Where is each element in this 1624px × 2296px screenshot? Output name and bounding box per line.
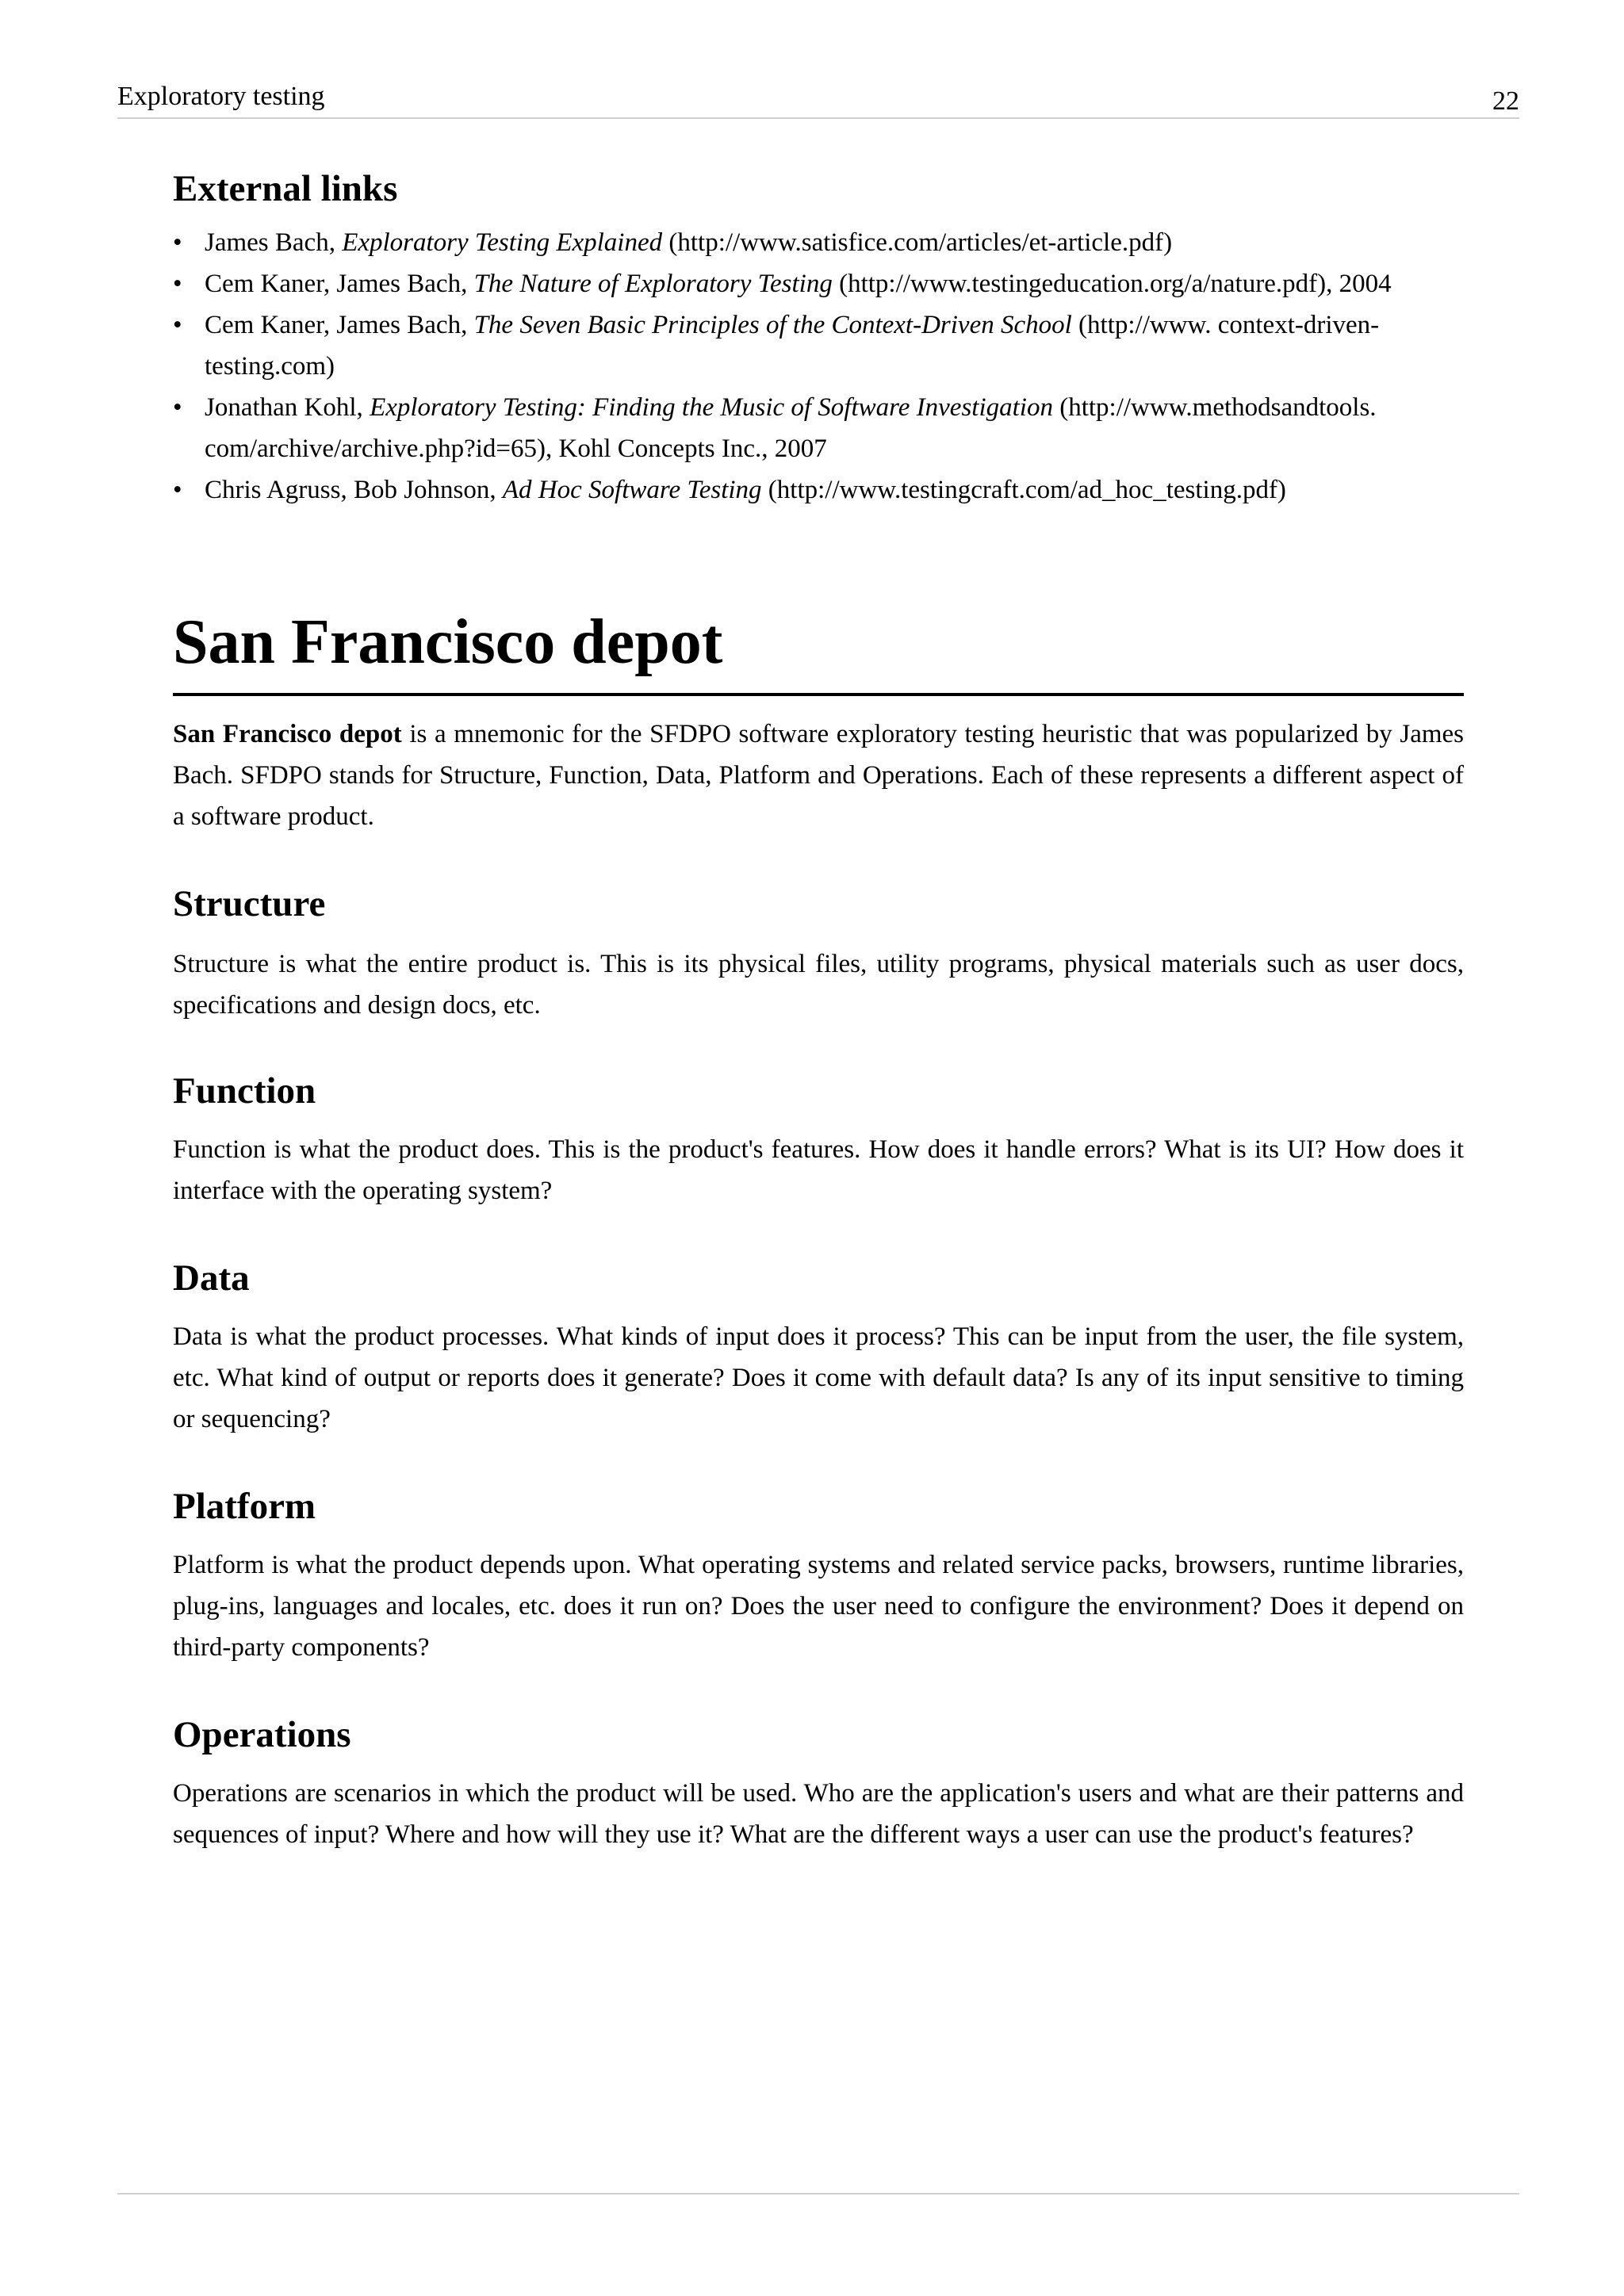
function-text: Function is what the product does. This is the product's features. How does it handle errors? What is its UI? How does it interface with the operating system? — [173, 1135, 1464, 1205]
link-title: Ad Hoc Software Testing — [502, 476, 762, 504]
link-url[interactable]: (http://www.methodsandtools. com/archive/archive.php?id=65), Kohl Concepts Inc., 2007 — [205, 393, 1377, 463]
operations-text: Operations are scenarios in which the product will be used. Who are the application's users and what are their patterns and sequences of input? Where and how will they use it? What are the different ways a user can use the product's features? — [173, 1779, 1464, 1849]
data-text: Data is what the product processes. What kinds of input does it process? This can be input from the user, the file system, etc. What kind of output or reports does it generate? Does it come with default data? Is any of its input sensitive to timing or sequencing? — [173, 1322, 1464, 1433]
link-title: The Seven Basic Principles of the Context-Driven School — [473, 311, 1072, 339]
platform-text: Platform is what the product depends upon. What operating systems and related service packs, browsers, runtime libraries, plug-ins, languages and locales, etc. does it run on? Does the user need to configure the environment? Does it depend on third-party components? — [173, 1551, 1464, 1662]
link-url[interactable]: (http://www.testingeducation.org/a/nature.pdf), 2004 — [832, 270, 1392, 298]
link-url[interactable]: (http://www. context-driven-testing.com) — [205, 311, 1380, 381]
bullet-icon: • — [173, 270, 182, 298]
list-item[interactable]: • Jonathan Kohl, Exploratory Testing: Finding the Music of Software Investigation (http://www.methodsandtools. com/archive/archive.php?id=65), Kohl Concepts Inc., 2007 — [173, 387, 1464, 469]
list-item[interactable]: • James Bach, Exploratory Testing Explained (http://www.satisfice.com/articles/et-article.pdf) — [173, 222, 1464, 263]
bullet-icon: • — [173, 228, 182, 257]
intro-paragraph: San Francisco depot is a mnemonic for the SFDPO software exploratory testing heuristic that was popularized by James Bach. SFDPO stands for Structure, Function, Data, Platform and Operations. Each of these represents a different aspect of a software product. — [173, 720, 1465, 831]
running-title: Exploratory testing — [117, 82, 325, 111]
external-links-list — [173, 222, 1464, 511]
footer-rule — [117, 2193, 1519, 2195]
list-item[interactable]: • Cem Kaner, James Bach, The Nature of Exploratory Testing (http://www.testingeducation.org/a/nature.pdf), 2004 — [173, 263, 1464, 304]
link-url[interactable]: (http://www.testingcraft.com/ad_hoc_testing.pdf) — [761, 476, 1286, 504]
operations-heading: Operations — [173, 1714, 351, 1755]
intro-term: San Francisco depot — [173, 720, 402, 748]
list-item[interactable]: • Chris Agruss, Bob Johnson, Ad Hoc Software Testing (http://www.testingcraft.com/ad_hoc_testing.pdf) — [173, 469, 1464, 511]
data-heading: Data — [173, 1257, 250, 1299]
article-title: San Francisco depot — [173, 603, 1464, 696]
page-header — [117, 76, 1519, 119]
platform-heading: Platform — [173, 1486, 316, 1527]
bullet-icon: • — [173, 311, 182, 339]
link-url[interactable]: (http://www.satisfice.com/articles/et-article.pdf) — [662, 228, 1173, 257]
list-item[interactable]: • Cem Kaner, James Bach, The Seven Basic Principles of the Context-Driven School (http://www. context-driven-testing.com) — [173, 304, 1464, 387]
bullet-icon: • — [173, 476, 182, 504]
link-title: Exploratory Testing: Finding the Music of Software Investigation — [370, 393, 1053, 422]
external-links-heading: External links — [173, 168, 398, 209]
function-heading: Function — [173, 1070, 316, 1112]
link-title: The Nature of Exploratory Testing — [473, 270, 833, 298]
link-title: Exploratory Testing Explained — [342, 228, 663, 257]
page-number: 22 — [1492, 86, 1519, 116]
structure-heading: Structure — [173, 883, 326, 924]
structure-text: Structure is what the entire product is. This is its physical files, utility programs, physical materials such as user docs, specifications and design docs, etc. — [173, 950, 1464, 1020]
bullet-icon: • — [173, 393, 182, 422]
